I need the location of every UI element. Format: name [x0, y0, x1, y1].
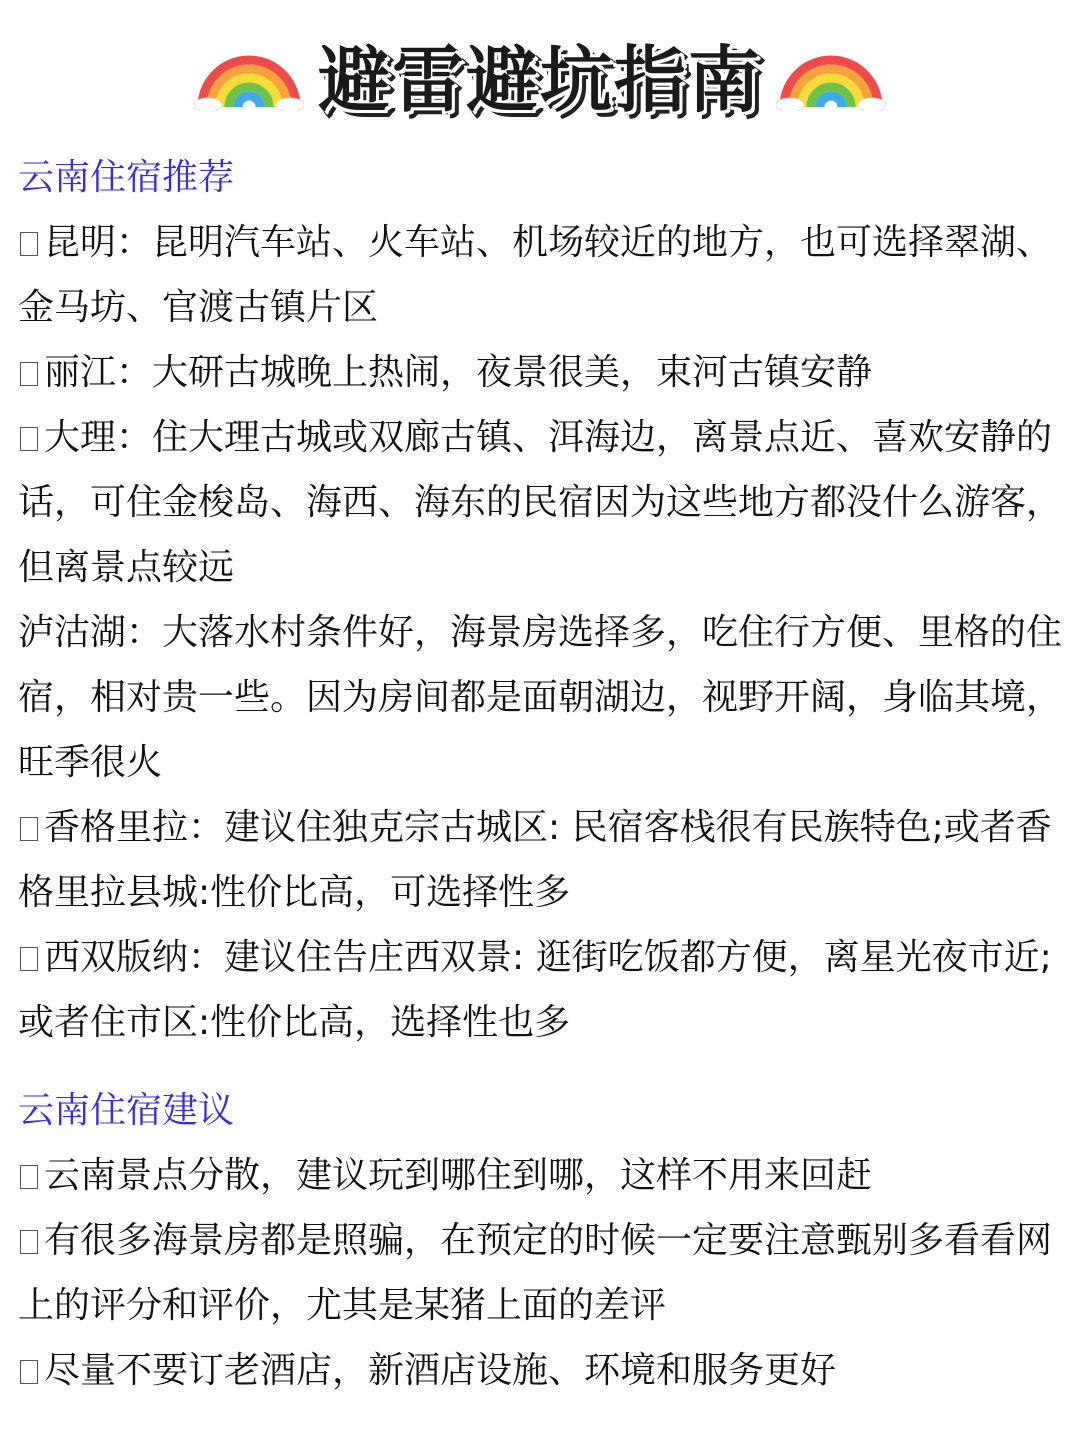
checkbox-glyph-icon	[20, 232, 38, 256]
list-item	[18, 1338, 1068, 1403]
section-advice	[18, 1078, 1068, 1403]
list-item	[18, 210, 1068, 340]
list-item	[18, 1208, 1068, 1338]
page-title: 避雷避坑指南	[317, 38, 762, 122]
list-item	[18, 795, 1068, 925]
list-item	[18, 925, 1068, 1055]
item-text: 大理：住大理古城或双廊古镇、洱海边，离景点近、喜欢安静的话，可住金梭岛、海西、海东的民宿因为这些地方都没什么游客，但离景点较远	[18, 417, 1063, 588]
list-item	[18, 600, 1068, 795]
list-item	[18, 1143, 1068, 1208]
item-text: 泸沽湖：大落水村条件好，海景房选择多，吃住行方便、里格的住宿，相对贵一些。因为房间都是面朝湖边，视野开阔，身临其境，旺季很火	[18, 612, 1063, 783]
checkbox-glyph-icon	[20, 427, 38, 451]
page-header	[0, 30, 1080, 130]
checkbox-glyph-icon	[20, 1360, 38, 1384]
checkbox-glyph-icon	[20, 817, 38, 841]
checkbox-glyph-icon	[20, 362, 38, 386]
section-spacer	[18, 1055, 1068, 1078]
checkbox-glyph-icon	[20, 1165, 38, 1189]
rainbow-icon	[776, 49, 886, 111]
item-text: 云南景点分散，建议玩到哪住到哪，这样不用来回赶	[44, 1155, 873, 1196]
section-recommend	[18, 145, 1068, 1055]
checkbox-glyph-icon	[20, 1230, 38, 1254]
checkbox-glyph-icon	[20, 947, 38, 971]
section-title: 云南住宿推荐	[18, 157, 235, 198]
rainbow-icon	[194, 49, 304, 111]
article-body	[18, 145, 1068, 1403]
item-text: 丽江：大研古城晚上热闹，夜景很美，束河古镇安静	[44, 352, 873, 393]
list-item	[18, 340, 1068, 405]
item-text: 西双版纳：建议住告庄西双景: 逛街吃饭都方便，离星光夜市近;或者住市区:性价比高，选择性也多	[18, 937, 1052, 1043]
item-text: 有很多海景房都是照骗，在预定的时候一定要注意甄别多看看网上的评分和评价，尤其是某猪上面的差评	[18, 1220, 1053, 1326]
list-item	[18, 405, 1068, 600]
item-text: 尽量不要订老酒店，新酒店设施、环境和服务更好	[44, 1350, 837, 1391]
item-text: 昆明：昆明汽车站、火车站、机场较近的地方，也可选择翠湖、金马坊、官渡古镇片区	[18, 222, 1053, 328]
item-text: 香格里拉：建议住独克宗古城区: 民宿客栈很有民族特色;或者香格里拉县城:性价比高，可选择性多	[18, 807, 1052, 913]
section-title: 云南住宿建议	[18, 1090, 235, 1131]
